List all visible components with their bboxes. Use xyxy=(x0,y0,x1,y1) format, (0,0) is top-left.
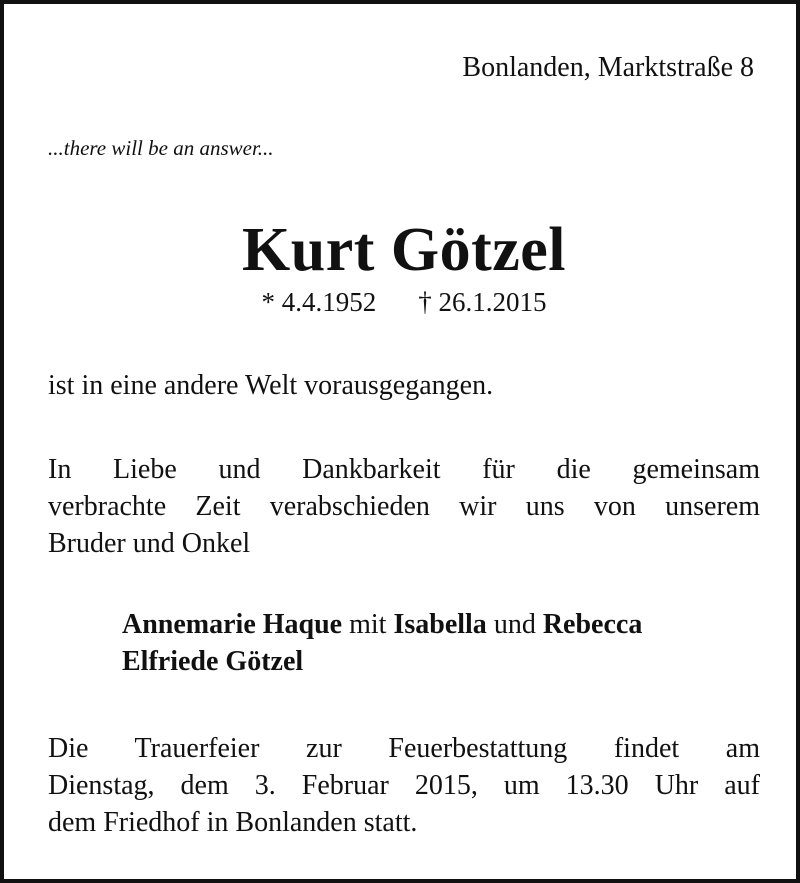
ceremony-paragraph xyxy=(48,730,760,841)
deceased-name: Kurt Götzel xyxy=(241,216,566,284)
family-name: Elfriede Götzel xyxy=(122,646,304,677)
family-line xyxy=(122,643,762,680)
family-name: Annemarie Haque xyxy=(122,609,343,640)
ceremony-line: Dienstag, dem 3. Februar 2015, um 13.30 Uhr auf xyxy=(48,770,760,801)
farewell-line: In Liebe und Dankbarkeit für die gemeinsam xyxy=(48,454,760,485)
family-name: Isabella xyxy=(393,609,487,640)
ceremony-line: dem Friedhof in Bonlanden statt. xyxy=(48,807,418,838)
family-signatures xyxy=(122,606,762,680)
intro-text: ist in eine andere Welt vorausgegangen. xyxy=(48,370,494,401)
farewell-line: Bruder und Onkel xyxy=(48,528,251,559)
joiner-text: und xyxy=(486,609,543,640)
death-date: † 26.1.2015 xyxy=(418,287,547,317)
ceremony-line: Die Trauerfeier zur Feuerbestattung findet am xyxy=(48,733,760,764)
address: Bonlanden, Marktstraße 8 xyxy=(462,52,754,83)
birth-date: * 4.4.1952 xyxy=(261,287,377,317)
motto: ...there will be an answer... xyxy=(48,136,274,160)
farewell-paragraph xyxy=(48,451,760,562)
family-line xyxy=(122,606,762,643)
family-name: Rebecca xyxy=(542,609,643,640)
life-dates xyxy=(4,286,800,318)
joiner-text: mit xyxy=(342,609,394,640)
farewell-line: verbrachte Zeit verabschieden wir uns von unserem xyxy=(48,491,760,522)
